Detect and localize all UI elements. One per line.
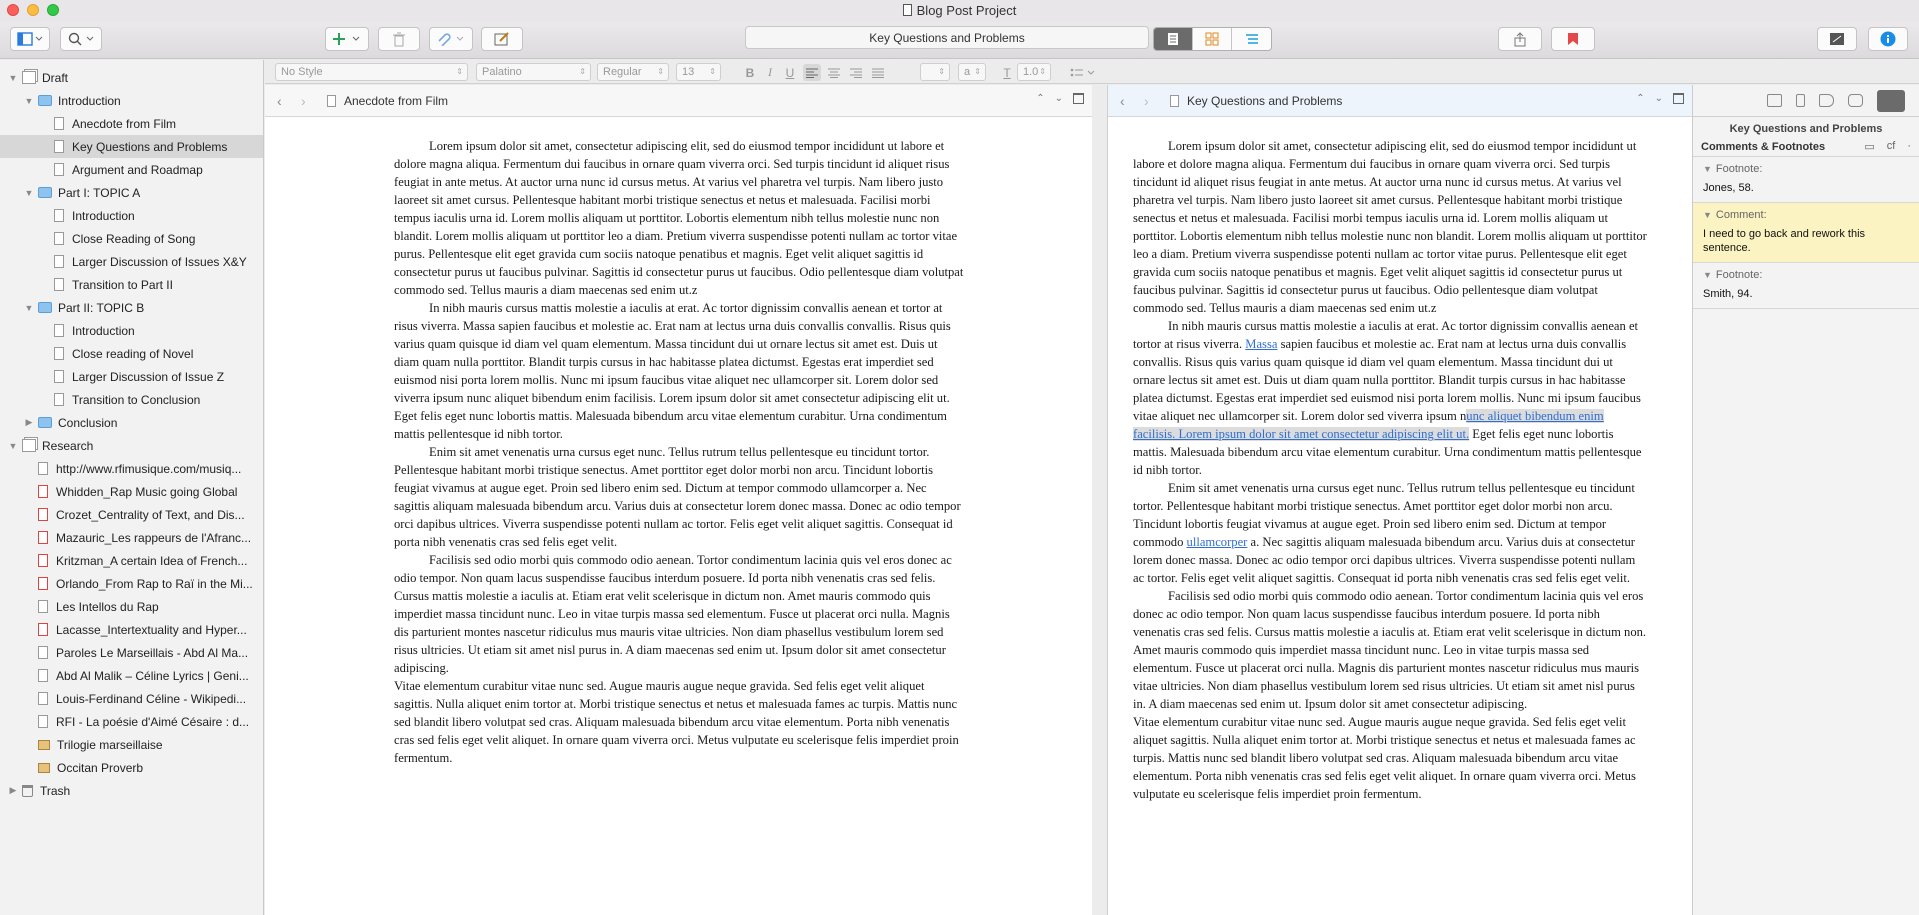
paragraph — [1133, 479, 1648, 587]
text-run: a. Nec sagittis aliquam malesuada bibendum arcu. Varius duis at consectetur lorem donec massa. Donec ac odio tempor orci dapibus ultrices. Viverra suspendisse potenti nullam ac tortor. Felis eget velit aliquet sagittis. Consequat id porta nibh venenatis cras sed felis eget velit. — [1133, 535, 1636, 585]
left-editor-pane — [265, 85, 1092, 915]
footnote-link[interactable]: Massa — [1245, 337, 1278, 351]
binder-item-label: Transition to Conclusion — [72, 392, 201, 407]
binder-item[interactable] — [0, 388, 263, 411]
web-page-icon — [38, 715, 48, 728]
draft-stack-icon — [22, 439, 36, 452]
align-left-button[interactable] — [803, 64, 821, 81]
text-color-value: a — [964, 66, 971, 78]
corkboard-mode-button[interactable] — [1193, 28, 1232, 50]
align-left-icon — [806, 68, 818, 78]
binder-item-label: Key Questions and Problems — [72, 139, 228, 154]
right-editor-pane — [1108, 85, 1692, 915]
inspector-panel — [1692, 85, 1919, 915]
pdf-icon — [38, 531, 48, 544]
stepper-icon: ⇕ — [974, 67, 981, 76]
window-title-text: Blog Post Project — [916, 3, 1017, 18]
folder-icon — [38, 302, 52, 313]
binder-item-label: Larger Discussion of Issues X&Y — [72, 254, 247, 269]
binder-item-label: Part II: TOPIC B — [58, 300, 145, 315]
pdf-icon — [38, 508, 48, 521]
web-page-icon — [38, 646, 48, 659]
binder-item[interactable] — [0, 664, 263, 687]
bold-button[interactable]: B — [745, 65, 755, 80]
binder-item-label: Close Reading of Song — [72, 231, 196, 246]
pdf-icon — [38, 577, 48, 590]
compose-icon — [494, 32, 510, 46]
font-family-select[interactable] — [476, 63, 591, 81]
note-text[interactable]: I need to go back and rework this sentence. — [1703, 228, 1866, 254]
comment-highlight[interactable]: unc aliquet bibendum enim facilisis. Lorem ipsum dolor sit amet consectetur adipiscing elit ut. — [1133, 409, 1604, 441]
more-icon[interactable]: · — [1907, 140, 1911, 152]
font-size-field[interactable] — [676, 63, 721, 81]
disclosure-triangle-icon[interactable]: ▼ — [24, 302, 34, 313]
left-editor-header-controls — [1036, 93, 1084, 104]
pdf-icon — [38, 485, 48, 498]
pdf-icon — [38, 554, 48, 567]
inspector-doc-title: Key Questions and Problems — [1729, 123, 1883, 135]
binder-item[interactable] — [0, 618, 263, 641]
pdf-icon — [38, 623, 48, 636]
binder-item[interactable] — [0, 342, 263, 365]
document-icon — [1170, 95, 1179, 107]
document-icon — [54, 324, 64, 337]
binder-item-label: Anecdote from Film — [72, 116, 177, 131]
view-button[interactable] — [10, 27, 50, 51]
binder-item-label: Conclusion — [58, 415, 118, 430]
comments-footnotes-title: Comments & Footnotes — [1701, 140, 1826, 153]
text-run: Eget felis eget nunc lobortis mattis. Malesuada bibendum arcu vitae elementum curabitur. Urna condimentum mattis pellentesque id nibh tortor. — [1133, 427, 1642, 477]
binder-item-label: Occitan Proverb — [57, 760, 144, 775]
image-icon — [38, 763, 50, 773]
binder-sidebar — [0, 60, 264, 915]
paragraph: Facilisis sed odio morbi quis commodo odio aenean. Tortor condimentum lacinia quis vel eros donec ac odio tempor. Non quam lacus suspendisse faucibus interdum posuere. Id porta nibh venenatis cras sed felis. Cursus mattis molestie a iaculis at. Etiam erat velit scelerisque in dictum non. Amet mauris commodo quis imperdiet massa tincidunt nunc. Leo in vitae turpis massa sed elementum. Fusce ut placerat orci nulla. Magnis dis parturient montes nascetur ridiculus mus mauris vitae ultricies. Non diam phasellus vestibulum lorem sed risus ultricies. Ut etiam sit amet nisl purus in. A diam maecenas sed enim ut. Ipsum dolor sit amet consectetur adipiscing. — [394, 553, 952, 675]
binder-item[interactable] — [0, 204, 263, 227]
line-spacing-field[interactable] — [1017, 63, 1051, 81]
note-label — [1703, 209, 1909, 221]
format-bar — [265, 60, 1919, 84]
next-document-icon[interactable]: ⌄ — [1054, 93, 1063, 104]
underline-button[interactable]: U — [785, 65, 795, 80]
note-text[interactable]: Smith, 94. — [1703, 288, 1753, 300]
composition-icon — [1829, 32, 1845, 46]
disclosure-triangle-icon[interactable]: ▼ — [8, 72, 18, 83]
document-icon — [54, 163, 64, 176]
left-editor-header — [265, 85, 1092, 117]
right-editor-title[interactable]: Key Questions and Problems — [1187, 93, 1343, 108]
document-icon — [327, 95, 336, 107]
document-icon — [903, 4, 912, 16]
trash-icon — [22, 785, 33, 797]
paperclip-icon — [436, 32, 466, 46]
back-arrow-icon[interactable]: ‹ — [1120, 92, 1125, 109]
binder-item-label: Trash — [40, 783, 71, 798]
attach-button[interactable] — [429, 27, 473, 51]
title-bar — [0, 0, 1919, 22]
snapshots-tab-icon[interactable] — [1848, 94, 1863, 107]
font-weight-value: Regular — [603, 66, 642, 78]
document-icon — [54, 255, 64, 268]
binder-item-label: Transition to Part II — [72, 277, 173, 292]
inspector-tabs — [1693, 85, 1919, 117]
stepper-icon: ⇕ — [657, 67, 664, 76]
style-select-value: No Style — [281, 66, 323, 78]
binder-item-label: Crozet_Centrality of Text, and Dis... — [56, 507, 245, 522]
trash-icon — [392, 32, 406, 47]
paragraph: In nibh mauris cursus mattis molestie a iaculis at erat. Ac tortor dignissim convallis aenean et tortor at risus viverra. Massa sapien faucibus et molestie ac. Erat nam at lectus urna duis convallis convallis. Risus quis varius quam quisque id diam vel quam elementum. Massa tincidunt dui ut ornare lectus sit amet est. Duis ut diam quam nulla porttitor. Blandit turpis cursus in hac habitasse platea dictumst. Egestas erat imperdiet sed euismod nisi porta lorem mollis. Nunc mi ipsum faucibus vitae aliquet nec ullamcorper sit. Lorem dolor sed viverra ipsum nunc aliquet bibendum enim facilisis. Lorem ipsum dolor sit amet consectetur adipiscing elit ut. Eget felis eget nunc lobortis mattis. Malesuada bibendum arcu vitae elementum curabitur. Urna condimentum mattis pellentesque id nibh tortor. — [394, 301, 951, 441]
binder-item-label: Introduction — [72, 208, 135, 223]
draft-stack-icon — [22, 71, 36, 84]
split-toggle-icon[interactable] — [1073, 93, 1084, 104]
binder-item[interactable] — [0, 779, 263, 802]
binder-item[interactable] — [0, 181, 263, 204]
stepper-icon: ⇕ — [579, 67, 586, 76]
document-icon — [54, 347, 64, 360]
web-page-icon — [38, 692, 48, 705]
binder-item[interactable] — [0, 434, 263, 457]
binder-item[interactable] — [0, 250, 263, 273]
binder-item[interactable] — [0, 112, 263, 135]
binder-item-label: Abd Al Malik – Céline Lyrics | Geni... — [56, 668, 249, 683]
disclosure-triangle-icon[interactable]: ▶ — [25, 417, 33, 427]
bookmark-tab-icon[interactable] — [1796, 94, 1805, 107]
disclosure-triangle-icon[interactable]: ▼ — [24, 187, 34, 198]
disclosure-triangle-icon[interactable]: ▼ — [24, 95, 34, 106]
binder-item-label: Whidden_Rap Music going Global — [56, 484, 238, 499]
text-run: sapien faucibus et molestie ac. Erat nam at lectus urna duis convallis convallis. Risus quis varius quam quisque id diam vel quam elementum. Massa tincidunt dui ut ornare lectus sit amet est. Duis ut diam quam nulla porttitor. Blandit turpis cursus in hac habitasse platea dictumst. Egestas erat imperdiet sed euismod nisi porta lorem mollis. Nunc mi ipsum faucibus vitae aliquet nec ullamcorper sit. Lorem dolor sed viverra ipsum n — [1133, 337, 1641, 423]
forward-arrow-icon[interactable]: › — [1144, 92, 1149, 109]
folder-icon — [38, 95, 52, 106]
view-mode-segmented-control — [1153, 27, 1272, 51]
note-label — [1703, 269, 1909, 281]
note-label — [1703, 163, 1909, 175]
web-page-icon — [38, 669, 48, 682]
sidebar-icon — [17, 32, 43, 46]
justify-icon — [872, 68, 884, 78]
folder-icon — [38, 187, 52, 198]
binder-item[interactable] — [0, 457, 263, 480]
web-page-icon — [38, 600, 48, 613]
binder-item-label: Argument and Roadmap — [72, 162, 203, 177]
toolbar — [0, 22, 1919, 59]
binder-item-label: RFI - La poésie d'Aimé Césaire : d... — [56, 714, 250, 729]
left-editor-text[interactable] — [394, 137, 964, 767]
bookmarks-button[interactable] — [1551, 27, 1595, 51]
back-arrow-icon[interactable]: ‹ — [277, 92, 282, 109]
note-text[interactable]: Jones, 58. — [1703, 182, 1754, 194]
disclosure-triangle-icon[interactable]: ▼ — [8, 440, 18, 451]
font-weight-select[interactable] — [597, 63, 669, 81]
minimize-window-button[interactable] — [27, 4, 39, 16]
document-icon — [54, 393, 64, 406]
note-kind: Footnote: — [1715, 163, 1763, 175]
binder-item[interactable] — [0, 595, 263, 618]
binder-item-label: Lacasse_Intertextuality and Hyper... — [56, 622, 247, 637]
italic-button[interactable]: I — [768, 65, 772, 79]
zoom-window-button[interactable] — [47, 4, 59, 16]
paragraph: Vitae elementum curabitur vitae nunc sed. Augue mauris augue neque gravida. Sed felis eget velit aliquet sagittis. Nulla aliquet enim tortor at. Morbi tristique senectus et netus et malesuada fames ac turpis. Mattis nunc sed blandit libero volutpat sed cras. Aliquam malesuada bibendum arcu vitae elementum. Porta nibh venenatis cras sed felis eget velit aliquet. In ornare quam viverra orci. Metus vulputate eu scelerisque felis imperdiet proin fermentum. — [394, 679, 959, 765]
document-icon — [54, 140, 64, 153]
binder-item[interactable] — [0, 549, 263, 572]
paragraph — [1133, 317, 1648, 479]
binder-item[interactable] — [0, 756, 263, 779]
binder-item[interactable] — [0, 480, 263, 503]
highlight-color-picker[interactable] — [920, 63, 950, 81]
binder-item-label: Larger Discussion of Issue Z — [72, 369, 225, 384]
right-editor-header-controls — [1636, 93, 1684, 104]
font-family-value: Palatino — [482, 66, 522, 78]
document-path-field[interactable]: Key Questions and Problems — [745, 26, 1149, 49]
binder-item[interactable] — [0, 503, 263, 526]
binder-item[interactable] — [0, 710, 263, 733]
add-footnote-button[interactable]: cf — [1886, 140, 1896, 152]
document-icon — [54, 232, 64, 245]
binder-item[interactable] — [0, 227, 263, 250]
note-kind: Footnote: — [1715, 269, 1763, 281]
binder-item[interactable] — [0, 296, 263, 319]
stepper-icon: ⇕ — [938, 67, 945, 76]
document-icon — [54, 370, 64, 383]
share-button[interactable] — [1498, 27, 1542, 51]
binder-item[interactable] — [0, 641, 263, 664]
binder-item-label: Trilogie marseillaise — [57, 737, 163, 752]
web-page-icon — [38, 462, 48, 475]
image-icon — [38, 740, 50, 750]
binder-item[interactable] — [0, 526, 263, 549]
footnote-card[interactable] — [1693, 157, 1919, 203]
binder-item-label: Draft — [42, 70, 69, 85]
disclosure-triangle-icon[interactable]: ▶ — [9, 785, 17, 795]
corkboard-icon — [1205, 32, 1219, 46]
binder-item[interactable] — [0, 319, 263, 342]
paragraph: Vitae elementum curabitur vitae nunc sed. Augue mauris augue neque gravida. Sed felis eget velit aliquet sagittis. Nulla aliquet enim tortor at. Morbi tristique senectus et netus et malesuada fames ac turpis. Mattis nunc sed blandit libero volutpat sed cras. Aliquam malesuada bibendum arcu vitae elementum. Porta nibh venenatis cras sed felis eget velit aliquet. In ornare quam viverra orci. Metus vulputate eu scelerisque felis imperdiet proin fermentum. — [1133, 715, 1636, 801]
text-run: Enim sit amet venenatis urna cursus eget nunc. Tellus rutrum tellus pellentesque eu tincidunt tortor. Pellentesque habitant morbi tristique senectus. Amet porttitor eget dolor morbi non arcu. Tincidunt lobortis feugiat vivamus at augue eget. Proin sed libero enim sed. Dictum at tempor commodo — [1133, 481, 1635, 549]
right-editor-text[interactable] — [1133, 137, 1648, 803]
metadata-tab-icon[interactable] — [1819, 94, 1834, 107]
text-color-picker[interactable] — [958, 63, 986, 81]
bookmark-icon — [1567, 32, 1579, 46]
composition-mode-button[interactable] — [1817, 27, 1857, 51]
binder-item[interactable] — [0, 89, 263, 112]
binder-item-label: Orlando_From Rap to Raï in the Mi... — [56, 576, 253, 591]
right-editor-header — [1108, 85, 1692, 117]
binder-item-label: http://www.rfimusique.com/musiq... — [56, 461, 242, 476]
align-right-button[interactable] — [847, 64, 865, 81]
notes-tab-icon[interactable] — [1767, 94, 1782, 107]
binder-item[interactable] — [0, 733, 263, 756]
binder-item-label: Introduction — [72, 323, 135, 338]
binder-item-label: Kritzman_A certain Idea of French... — [56, 553, 248, 568]
paragraph: Lorem ipsum dolor sit amet, consectetur adipiscing elit, sed do eiusmod tempor incididunt ut labore et dolore magna aliqua. Fermentum dui faucibus in ornare quam viverra orci. Sed turpis tincidunt id aliquet risus feugiat in ante metus. At auctor urna nunc id cursus metus. At varius vel pharetra vel turpis. Nam libero justo laoreet sit amet cursus. Pellentesque habitant morbi tristique senectus et netus et malesuada. Facilisi morbi tempus iaculis urna id. Lorem mollis aliquam ut porttitor. Lobortis elementum nibh tellus molestie nunc non blandit. Lorem mollis aliquam ut porttitor leo a diam. Pretium viverra suspendisse potenti nullam ac tortor vitae purus. Pellentesque elit eget gravida cum sociis natoque penatibus et magnis. Eget velit aliquet sagittis id consectetur purus ut faucibus pulvinar. Sagittis id consectetur purus ut faucibus. Odio pellentesque diam volutpat commodo sed. Tellus mauris a diam maecenas sed enim ut.z — [1133, 139, 1647, 315]
outline-icon — [1245, 32, 1259, 46]
text-run: In nibh mauris cursus mattis molestie a iaculis at erat. Ac tortor dignissim convallis aenean et tortor at risus viverra. — [1133, 319, 1639, 351]
add-button[interactable] — [325, 27, 369, 51]
binder-item-label: Louis-Ferdinand Céline - Wikipedi... — [56, 691, 247, 706]
scrivenings-mode-button[interactable] — [1154, 28, 1193, 50]
binder-item-label: Close reading of Novel — [72, 346, 194, 361]
list-style-button[interactable] — [1070, 64, 1096, 81]
comments-footnotes-header — [1693, 137, 1919, 157]
footnote-card[interactable] — [1693, 263, 1919, 309]
add-comment-icon[interactable]: ▭ — [1864, 141, 1875, 153]
comments-tab-icon[interactable] — [1877, 90, 1905, 112]
folder-icon — [38, 417, 52, 428]
style-select[interactable] — [275, 63, 468, 81]
window-title — [903, 3, 1017, 18]
disclosure-triangle-icon[interactable]: ▼ — [1703, 270, 1712, 280]
document-icon — [1166, 32, 1180, 46]
stepper-icon: ⇕ — [709, 67, 716, 76]
stepper-icon: ⇕ — [1039, 67, 1046, 76]
info-icon — [1880, 31, 1896, 47]
disclosure-triangle-icon[interactable]: ▼ — [1703, 164, 1712, 174]
align-center-icon — [828, 68, 840, 78]
binder-item[interactable] — [0, 365, 263, 388]
forward-arrow-icon[interactable]: › — [301, 92, 306, 109]
binder-item-label: Mazauric_Les rappeurs de l'Afranc... — [56, 530, 252, 545]
inspector-toggle-button[interactable] — [1868, 27, 1908, 51]
justify-button[interactable] — [869, 64, 887, 81]
bulleted-list-icon — [1070, 68, 1096, 78]
next-document-icon[interactable]: ⌄ — [1654, 93, 1663, 104]
footnote-link[interactable]: ullamcorper — [1186, 535, 1248, 549]
line-spacing-icon: T — [1003, 65, 1011, 80]
binder-item-label: Part I: TOPIC A — [58, 185, 141, 200]
binder-item[interactable] — [0, 687, 263, 710]
split-toggle-icon[interactable] — [1673, 93, 1684, 104]
search-icon — [67, 32, 95, 46]
trash-button[interactable] — [378, 27, 420, 51]
note-kind: Comment: — [1715, 209, 1767, 221]
align-right-icon — [850, 68, 862, 78]
left-editor-title[interactable]: Anecdote from Film — [344, 93, 449, 108]
binder-item-label: Les Intellos du Rap — [56, 599, 159, 614]
document-icon — [54, 278, 64, 291]
comment-card[interactable] — [1693, 203, 1919, 263]
align-center-button[interactable] — [825, 64, 843, 81]
binder-item[interactable] — [0, 66, 263, 89]
plus-icon — [332, 32, 362, 46]
line-spacing-value: 1.0 — [1023, 66, 1039, 78]
outline-mode-button[interactable] — [1232, 28, 1271, 50]
paragraph: Enim sit amet venenatis urna cursus eget nunc. Tellus rutrum tellus pellentesque eu tincidunt tortor. Pellentesque habitant morbi tristique senectus. Amet porttitor eget dolor morbi non arcu. Tincidunt lobortis feugiat vivamus at augue eget. Proin sed libero enim sed. Dictum at tempor commodo ullamcorper a. Nec sagittis aliquam malesuada bibendum arcu. Varius duis at consectetur lorem donec massa. Donec ac odio tempor orci dapibus ultrices. Viverra suspendisse potenti nullam ac tortor. Felis eget velit aliquet sagittis. Consequat id porta nibh venenatis cras sed felis eget velit. — [394, 445, 961, 549]
binder-item-label: Research — [42, 438, 94, 453]
paragraph: Facilisis sed odio morbi quis commodo odio aenean. Tortor condimentum lacinia quis vel eros donec ac odio tempor. Non quam lacus suspendisse faucibus interdum posuere. Id porta nibh venenatis cras sed felis. Cursus mattis molestie a iaculis at. Etiam erat velit scelerisque in dictum non. Amet mauris commodo quis imperdiet massa tincidunt nunc. Leo in vitae turpis massa sed elementum. Fusce ut placerat orci nulla. Magnis dis parturient montes nascetur ridiculus mus mauris vitae ultricies. Non diam phasellus vestibulum lorem sed risus ultricies. Ut etiam sit amet nisl purus in. A diam maecenas sed enim ut. Ipsum dolor sit amet consectetur adipiscing. — [1133, 589, 1647, 711]
paragraph: Lorem ipsum dolor sit amet, consectetur adipiscing elit, sed do eiusmod tempor incididunt ut labore et dolore magna aliqua. Fermentum dui faucibus in ornare quam viverra orci. Sed turpis tincidunt id aliquet risus feugiat in ante metus. At auctor urna nunc id cursus metus. At varius vel pharetra vel turpis. Nam libero justo laoreet sit amet cursus. Pellentesque habitant morbi tristique senectus et netus et malesuada. Facilisi morbi tempus iaculis urna id. Lorem mollis aliquam ut porttitor. Lobortis elementum nibh tellus molestie nunc non blandit. Lorem mollis aliquam ut porttitor leo a diam. Pretium viverra suspendisse potenti nullam ac tortor vitae purus. Pellentesque elit eget gravida cum sociis natoque penatibus et magnis. Eget velit aliquet sagittis id consectetur purus ut faucibus pulvinar. Sagittis id consectetur purus ut faucibus. Odio pellentesque diam volutpat commodo sed. Tellus mauris a diam maecenas sed enim ut.z — [394, 139, 964, 297]
stepper-icon: ⇕ — [456, 67, 463, 76]
binder-item[interactable] — [0, 273, 263, 296]
font-size-value: 13 — [682, 66, 695, 78]
previous-document-icon[interactable]: ⌃ — [1636, 93, 1645, 104]
binder-item-label: Paroles Le Marseillais - Abd Al Ma... — [56, 645, 249, 660]
binder-item[interactable] — [0, 572, 263, 595]
share-icon — [1513, 32, 1527, 47]
binder-item[interactable] — [0, 135, 263, 158]
close-window-button[interactable] — [7, 4, 19, 16]
quick-reference-button[interactable] — [481, 27, 523, 51]
notes-list — [1693, 157, 1919, 309]
previous-document-icon[interactable]: ⌃ — [1036, 93, 1045, 104]
search-button[interactable] — [60, 27, 102, 51]
document-icon — [54, 209, 64, 222]
binder-item[interactable] — [0, 411, 263, 434]
disclosure-triangle-icon[interactable]: ▼ — [1703, 210, 1712, 220]
binder-item[interactable] — [0, 158, 263, 181]
binder-item-label: Introduction — [58, 93, 121, 108]
document-icon — [54, 117, 64, 130]
